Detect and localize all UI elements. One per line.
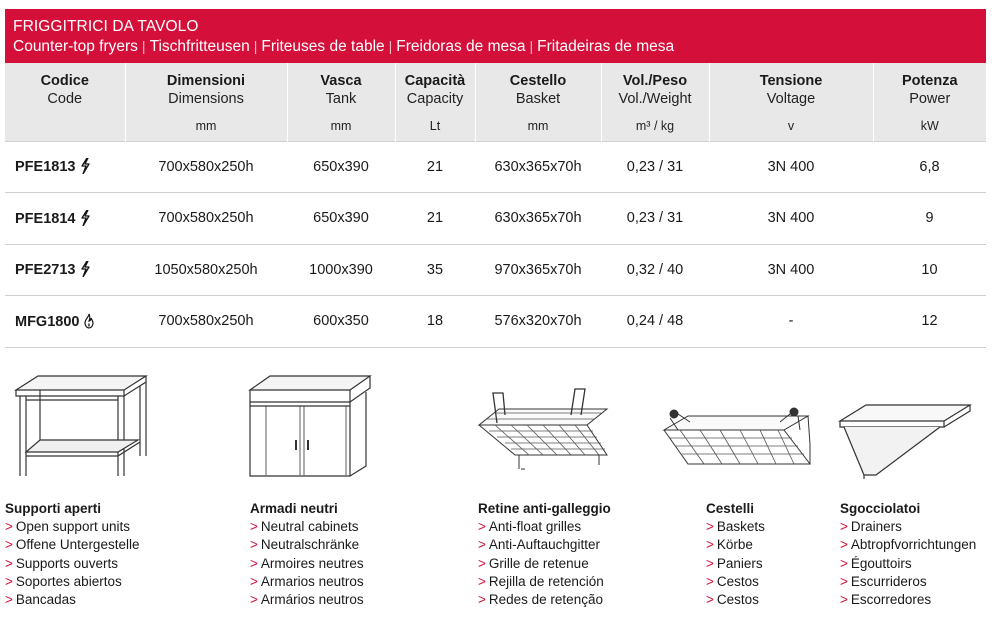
cabinet-illustration (246, 370, 376, 480)
list-item: > Escurrideros (840, 573, 927, 589)
list-item: > Drainers (840, 519, 902, 535)
banner-subtitles (13, 36, 978, 57)
cabinet-icon (246, 370, 376, 480)
drainer-illustration (836, 395, 976, 485)
list-item: > Rejilla de retención (478, 573, 604, 589)
cell-dimensions: 700x580x250h (125, 296, 287, 348)
cell-power: 12 (873, 296, 986, 348)
cell-dimensions: 700x580x250h (125, 141, 287, 193)
list-item: > Redes de retenção (478, 592, 603, 608)
col-header-code: Codice Code (5, 63, 125, 141)
caption-title: Supporti aperti (5, 501, 102, 516)
grille-icon (475, 385, 615, 475)
list-item: > Égouttoirs (840, 555, 912, 571)
list-item: > Armários neutros (250, 592, 364, 608)
col-header-tank: Vasca Tank mm (287, 63, 395, 141)
cell-voltage: 3N 400 (709, 193, 873, 245)
list-item: > Neutralschränke (250, 537, 360, 553)
cell-voltage: - (709, 296, 873, 348)
list-item: > Neutral cabinets (250, 519, 359, 535)
list-item: > Offene Untergestelle (5, 537, 140, 553)
basket-icon (660, 400, 815, 480)
caption-title: Cestelli (706, 501, 755, 516)
list-item: > Open support units (5, 519, 130, 535)
list-item: > Abtropfvorrichtungen (840, 537, 977, 553)
cell-code: MFG1800 (5, 296, 125, 348)
subtitle-separator: | (529, 38, 534, 54)
open-stand-icon (10, 370, 150, 480)
subtitle-de: Tischfritteusen (149, 38, 250, 55)
list-item: > Armoires neutres (250, 555, 364, 571)
list-item: > Bancadas (5, 592, 76, 608)
caption-title: Retine anti-galleggio (478, 501, 611, 516)
cell-capacity: 18 (395, 296, 475, 348)
table-row (5, 244, 986, 296)
cell-vol-weight: 0,23 / 31 (601, 141, 709, 193)
basket-illustration (660, 400, 815, 480)
cell-power: 10 (873, 244, 986, 296)
caption-baskets (706, 500, 765, 609)
list-item: > Cestos (706, 592, 759, 608)
cell-vol-weight: 0,32 / 40 (601, 244, 709, 296)
subtitle-es: Freidoras de mesa (396, 38, 526, 55)
table-row (5, 296, 986, 348)
caption-title: Sgocciolatoi (840, 501, 921, 516)
col-header-basket: Cestello Basket mm (475, 63, 601, 141)
cell-basket: 576x320x70h (475, 296, 601, 348)
cell-code: PFE1814 (5, 193, 125, 245)
subtitle-separator: | (253, 38, 258, 54)
title-banner (5, 9, 986, 63)
cell-basket: 970x365x70h (475, 244, 601, 296)
list-item: > Paniers (706, 555, 763, 571)
gas-flame-icon (82, 313, 96, 329)
subtitle-en: Counter-top fryers (13, 38, 138, 55)
cell-code: PFE1813 (5, 141, 125, 193)
cell-code: PFE2713 (5, 244, 125, 296)
subtitle-pt: Fritadeiras de mesa (537, 38, 675, 55)
cell-power: 9 (873, 193, 986, 245)
list-item: > Escorredores (840, 592, 932, 608)
cell-capacity: 21 (395, 193, 475, 245)
caption-anti-float-grilles (478, 500, 611, 609)
caption-open-support-units (5, 500, 139, 609)
table-header-row (5, 63, 986, 141)
grille-illustration (475, 385, 615, 475)
cell-vol-weight: 0,23 / 31 (601, 193, 709, 245)
cell-capacity: 35 (395, 244, 475, 296)
cell-dimensions: 1050x580x250h (125, 244, 287, 296)
electric-icon (78, 261, 92, 277)
subtitle-fr: Friteuses de table (261, 38, 385, 55)
banner-title: FRIGGITRICI DA TAVOLO (13, 18, 199, 35)
list-item: > Armarios neutros (250, 573, 364, 589)
list-item: > Baskets (706, 519, 765, 535)
cell-dimensions: 700x580x250h (125, 193, 287, 245)
cell-basket: 630x365x70h (475, 141, 601, 193)
list-item: > Supports ouverts (5, 555, 118, 571)
cell-basket: 630x365x70h (475, 193, 601, 245)
list-item: > Anti-float grilles (478, 519, 582, 535)
caption-title: Armadi neutri (250, 501, 338, 516)
cell-tank: 1000x390 (287, 244, 395, 296)
caption-neutral-cabinets (250, 500, 364, 609)
cell-voltage: 3N 400 (709, 244, 873, 296)
col-header-power: Potenza Power kW (873, 63, 986, 141)
list-item: > Körbe (706, 537, 753, 553)
cell-capacity: 21 (395, 141, 475, 193)
open-stand-illustration (10, 370, 150, 480)
drainer-icon (836, 395, 976, 485)
list-item: > Cestos (706, 573, 759, 589)
col-header-dimensions: Dimensioni Dimensions mm (125, 63, 287, 141)
cell-tank: 650x390 (287, 141, 395, 193)
col-header-vol-weight: Vol./Peso Vol./Weight m³ / kg (601, 63, 709, 141)
electric-icon (78, 210, 92, 226)
electric-icon (78, 158, 92, 174)
cell-tank: 600x350 (287, 296, 395, 348)
col-header-capacity: Capacità Capacity Lt (395, 63, 475, 141)
table-row (5, 193, 986, 245)
col-header-voltage: Tensione Voltage v (709, 63, 873, 141)
cell-vol-weight: 0,24 / 48 (601, 296, 709, 348)
subtitle-separator: | (141, 38, 146, 54)
cell-voltage: 3N 400 (709, 141, 873, 193)
cell-power: 6,8 (873, 141, 986, 193)
list-item: > Soportes abiertos (5, 573, 122, 589)
cell-tank: 650x390 (287, 193, 395, 245)
caption-drainers (840, 500, 976, 609)
table-row (5, 141, 986, 193)
specifications-table (5, 63, 986, 348)
list-item: > Grille de retenue (478, 555, 589, 571)
subtitle-separator: | (388, 38, 393, 54)
list-item: > Anti-Auftauchgitter (478, 537, 600, 553)
